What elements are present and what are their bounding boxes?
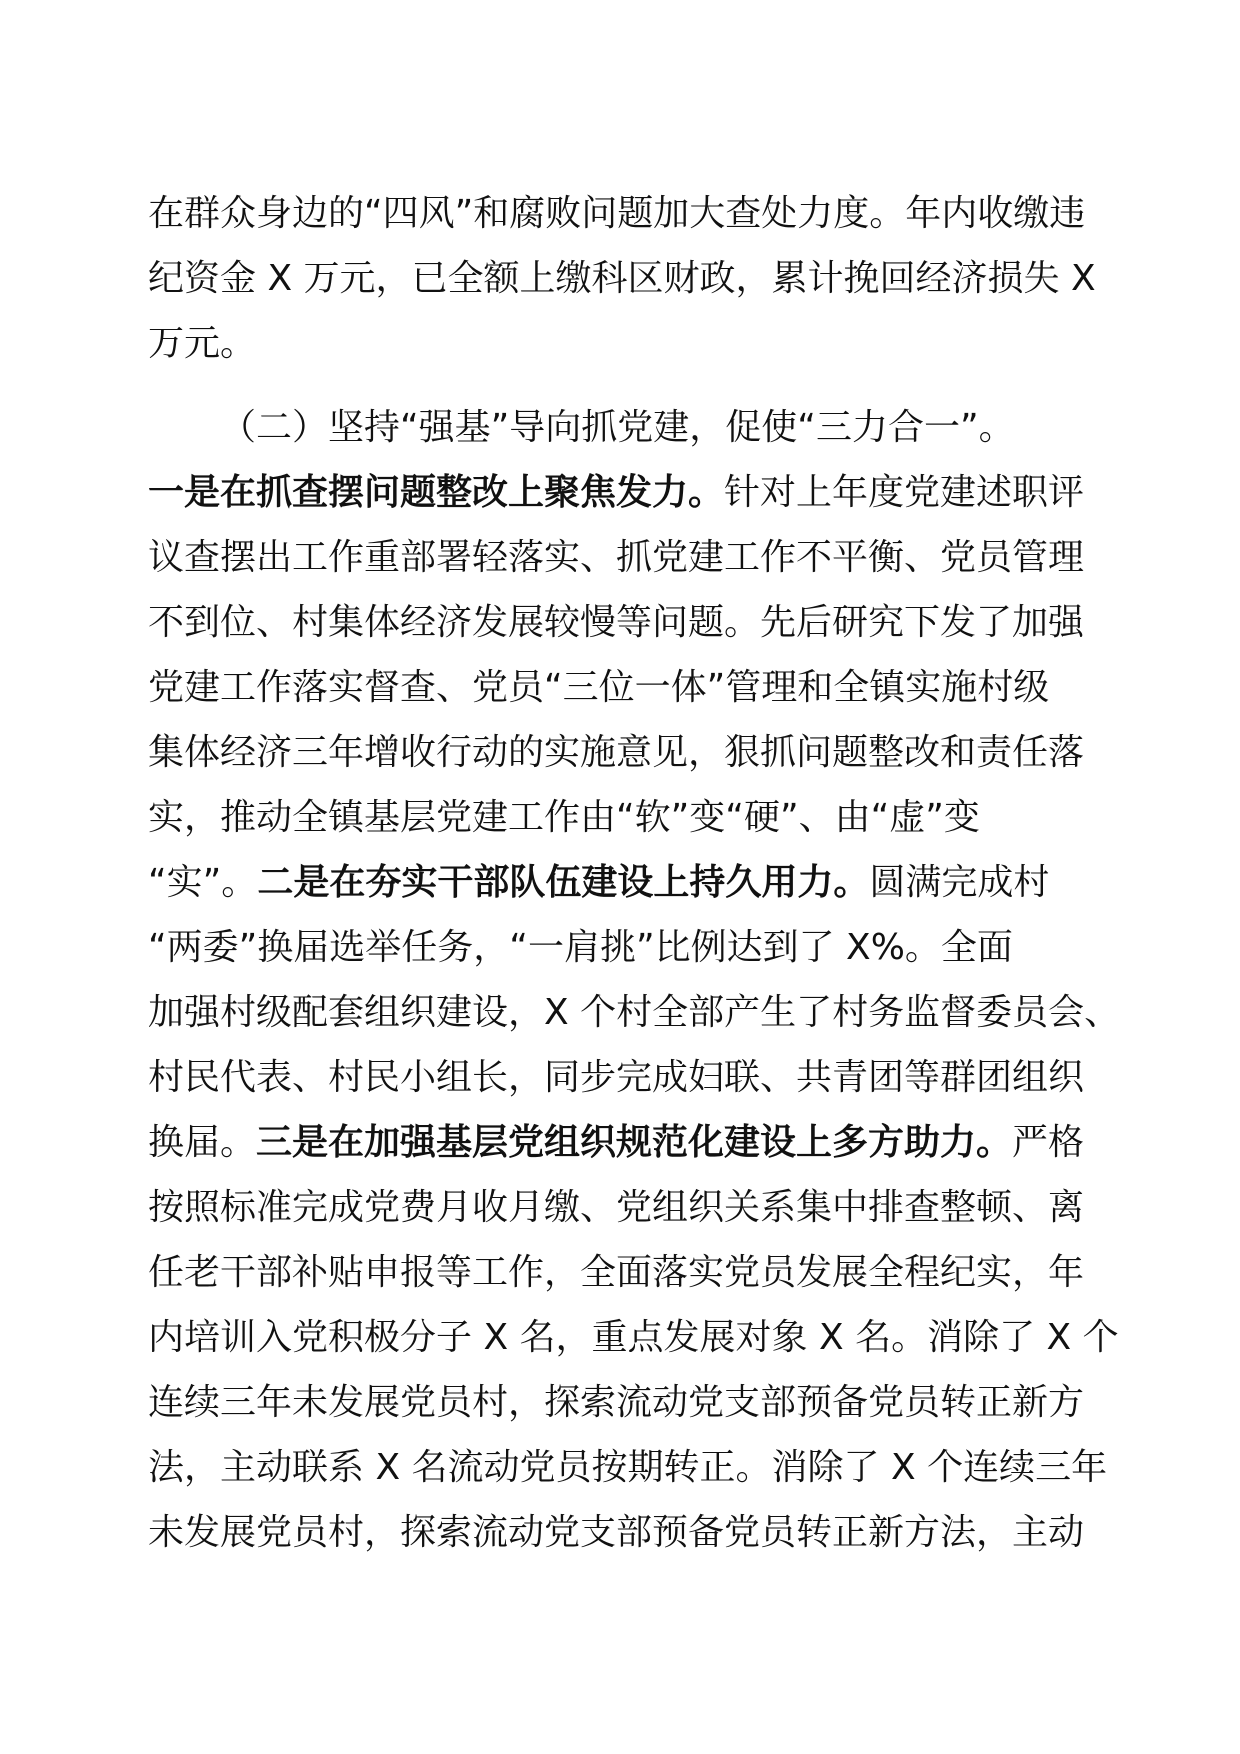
text-line xyxy=(148,1500,1098,1565)
body-text: “两委”换届选举任务，“一肩挑”比例达到了 X%。全面 xyxy=(148,927,1013,968)
paragraph-1 xyxy=(148,181,1098,376)
text-line xyxy=(148,311,1098,376)
body-text: 不到位、村集体经济发展较慢等问题。先后研究下发了加强 xyxy=(148,602,1085,643)
bold-heading-text: 二是在夯实干部队伍建设上持久用力。 xyxy=(257,862,870,903)
body-text: 任老干部补贴申报等工作，全面落实党员发展全程纪实，年 xyxy=(148,1252,1085,1293)
text-line xyxy=(148,1045,1098,1110)
body-text: 未发展党员村，探索流动党支部预备党员转正新方法，主动 xyxy=(148,1512,1085,1553)
text-line xyxy=(148,915,1098,980)
text-line xyxy=(148,1435,1108,1500)
bold-heading-text: 三是在加强基层党组织规范化建设上多方助力。 xyxy=(256,1122,1013,1163)
text-line xyxy=(148,181,1098,246)
text-line xyxy=(148,850,1098,915)
text-line xyxy=(148,395,1098,460)
text-line xyxy=(148,980,1121,1045)
text-line xyxy=(148,1370,1098,1435)
text-line xyxy=(148,1240,1098,1305)
body-text: 实，推动全镇基层党建工作由“软”变“硬”、由“虚”变 xyxy=(148,797,980,838)
body-text: 加强村级配套组织建设，X 个村全部产生了村务监督委员会、 xyxy=(148,992,1121,1033)
body-text: 连续三年未发展党员村，探索流动党支部预备党员转正新方 xyxy=(148,1382,1085,1423)
body-text: “实”。 xyxy=(148,862,258,903)
body-text: 集体经济三年增收行动的实施意见，狠抓问题整改和责任落 xyxy=(148,732,1085,773)
text-line xyxy=(148,720,1098,785)
body-text: 严格 xyxy=(1012,1122,1085,1163)
body-text: 议查摆出工作重部署轻落实、抓党建工作不平衡、党员管理 xyxy=(148,537,1085,578)
text-line xyxy=(148,655,1098,720)
text-line xyxy=(148,590,1098,655)
text-line xyxy=(148,785,1098,850)
body-text: 换届。 xyxy=(148,1122,257,1163)
text-line xyxy=(148,460,1098,525)
text-line xyxy=(148,1305,1119,1370)
paragraph-2 xyxy=(148,395,1121,1565)
body-text: 圆满完成村 xyxy=(869,862,1050,903)
body-text: 纪资金 X 万元，已全额上缴科区财政，累计挽回经济损失 X xyxy=(148,258,1096,299)
body-text: 按照标准完成党费月收月缴、党组织关系集中排查整顿、离 xyxy=(148,1187,1085,1228)
body-text: 内培训入党积极分子 X 名，重点发展对象 X 名。消除了 X 个 xyxy=(148,1317,1119,1358)
body-text: 针对上年度党建述职评 xyxy=(724,472,1085,513)
body-text: 村民代表、村民小组长，同步完成妇联、共青团等群团组织 xyxy=(148,1057,1085,1098)
body-text: 在群众身边的“四风”和腐败问题加大查处力度。年内收缴违 xyxy=(148,193,1086,234)
text-line xyxy=(148,525,1098,590)
body-text: 党建工作落实督查、党员“三位一体”管理和全镇实施村级 xyxy=(148,667,1050,708)
body-text: 法，主动联系 X 名流动党员按期转正。消除了 X 个连续三年 xyxy=(148,1447,1108,1488)
text-line xyxy=(148,246,1098,311)
text-line xyxy=(148,1110,1098,1175)
text-line xyxy=(148,1175,1098,1240)
body-text: 万元。 xyxy=(148,323,257,364)
bold-heading-text: 一是在抓查摆问题整改上聚焦发力。 xyxy=(148,472,725,513)
body-text: （二）坚持“强基”导向抓党建，促使“三力合一”。 xyxy=(220,407,1015,448)
